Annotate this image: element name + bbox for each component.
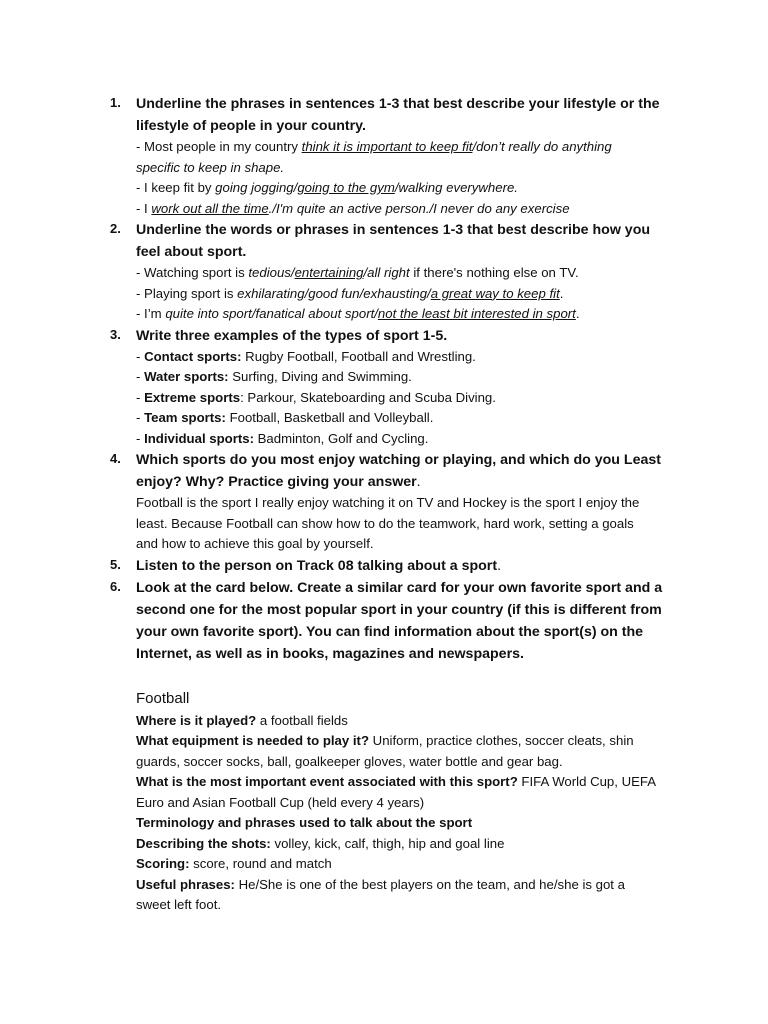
underlined-phrase: a great way to keep fit (430, 285, 560, 301)
text-run: - I keep fit by (136, 180, 216, 195)
sport-type-examples: Rugby Football, Football and Wrestling. (241, 348, 476, 364)
sport-type-label: Extreme sports (144, 389, 241, 405)
question-title (136, 577, 676, 665)
card-field-value: Uniform, practice clothes, soccer cleats, shin (369, 733, 634, 748)
question-3 (110, 325, 676, 450)
text-run: if there's nothing else on TV. (409, 265, 579, 280)
card-field-label: Describing the shots: (136, 835, 271, 851)
italic-phrase: / (293, 180, 298, 195)
question-2 (110, 219, 676, 325)
answer-line: and how to achieve this goal by yourself. (136, 536, 374, 551)
italic-phrase: tedious/ (248, 265, 295, 280)
sport-type-label: Team sports: (144, 410, 226, 425)
text-run: . (575, 306, 580, 321)
question-5 (110, 555, 676, 577)
underlined-phrase: not the least bit interested in sport (377, 306, 576, 321)
question-title-text: enjoy? Why? Practice giving your answer (136, 474, 417, 490)
card-field-label: Where is it played? (136, 712, 257, 728)
text-run: - I (136, 200, 152, 216)
text-run: - Playing sport is (136, 285, 238, 301)
card-line (136, 834, 676, 855)
question-title-line: second one for the most popular sport in your country (if this is different from (136, 601, 662, 618)
card-field-value: sweet left foot. (136, 897, 222, 912)
question-number: 2. (110, 221, 121, 236)
sport-type-line: - Water sports: Surfing, Diving and Swimming. (136, 369, 412, 384)
sport-type-label: Water sports: (144, 369, 229, 384)
italic-phrase: /don’t really do anything (472, 139, 612, 154)
question-number: 1. (110, 95, 121, 110)
question-title (136, 93, 676, 137)
underlined-phrase: think it is important to keep fit (301, 139, 473, 154)
sport-type-line: - Contact sports: Rugby Football, Football and Wrestling. (136, 348, 476, 364)
card-section-heading: Terminology and phrases used to talk about the sport (136, 815, 473, 830)
sentence-line (136, 158, 676, 179)
sport-type-examples: : Parkour, Skateboarding and Scuba Diving. (240, 389, 496, 405)
italic-phrase: ./I'm quite an active person./I never do any exercise (268, 200, 570, 216)
underlined-phrase: going to the gym (297, 180, 395, 195)
question-number: 4. (110, 451, 121, 466)
sport-type-label: Individual sports: (144, 430, 254, 446)
card-field-value: a football fields (256, 712, 348, 728)
question-title-period: . (416, 474, 421, 490)
question-4 (110, 449, 676, 555)
question-title-line: Look at the card below. Create a similar card for your own favorite sport and a (136, 579, 663, 596)
card-field-value: volley, kick, calf, thigh, hip and goal line (270, 835, 505, 851)
sentence-line (136, 304, 676, 325)
card-line (136, 711, 676, 732)
question-title (136, 555, 676, 577)
card-field-value: He/She is one of the best players on the team, and he/she is got a (234, 876, 625, 892)
question-title-line: Underline the phrases in sentences 1-3 that best describe your lifestyle or the (136, 96, 660, 112)
text-run: . (559, 285, 564, 301)
text-run: - Watching sport is (136, 265, 249, 280)
text-run: - Most people in my country (136, 139, 302, 154)
card-field-label: What equipment is needed to play it? (136, 733, 369, 748)
question-title-line: Which sports do you most enjoy watching or playing, and which do you Least (136, 452, 661, 468)
underlined-phrase: entertaining (294, 265, 364, 280)
sentence-line (136, 284, 676, 305)
question-title-text: Listen to the person on Track 08 talking about a sport (136, 557, 498, 574)
italic-phrase: quite into sport/fanatical about sport/ (165, 306, 378, 321)
sentence-line (136, 199, 676, 220)
card-line (136, 854, 676, 875)
answer-line: least. Because Football can show how to do the teamwork, hard work, setting a goals (136, 515, 634, 531)
sport-type-line: - Individual sports: Badminton, Golf and Cycling. (136, 430, 429, 446)
card-field-label: What is the most important event associated with this sport? (136, 774, 518, 789)
question-number: 6. (110, 578, 121, 594)
underlined-phrase: work out all the time (151, 200, 269, 216)
question-title-line: lifestyle of people in your country. (136, 118, 366, 134)
card-field-value: guards, soccer socks, ball, goalkeeper gloves, water bottle and gear bag. (136, 753, 563, 769)
question-title (136, 219, 676, 263)
sport-type-examples: Football, Basketball and Volleyball. (225, 410, 434, 425)
sport-card (136, 687, 676, 916)
sport-type-line: - Team sports: Football, Basketball and Volleyball. (136, 410, 434, 425)
card-line (136, 731, 676, 752)
question-title-period: . (497, 557, 502, 574)
question-title (136, 325, 676, 347)
sentence-line (136, 137, 676, 158)
italic-phrase: going jogging (215, 180, 294, 195)
question-6 (110, 577, 676, 665)
italic-phrase: exhilarating/good fun/exhausting/ (237, 285, 431, 301)
italic-phrase: /all right (363, 265, 410, 280)
italic-phrase: specific to keep in shape. (136, 159, 285, 175)
sport-type-examples: Badminton, Golf and Cycling. (253, 430, 429, 446)
question-title-line: Internet, as well as in books, magazines and newspapers. (136, 645, 524, 662)
card-title: Football (136, 689, 190, 707)
italic-phrase: /walking everywhere. (394, 180, 518, 195)
question-number: 3. (110, 326, 121, 342)
worksheet-content (110, 93, 676, 916)
question-number: 5. (110, 556, 121, 572)
question-title-line (136, 555, 676, 577)
text-run: - I’m (136, 306, 166, 321)
card-field-label: Useful phrases: (136, 876, 235, 892)
question-title-line: your own favorite sport). You can find information about the sport(s) on the (136, 623, 644, 640)
question-title-line: feel about sport. (136, 244, 247, 260)
sport-type-line: - Extreme sports: Parkour, Skateboarding and Scuba Diving. (136, 389, 496, 405)
card-line (136, 772, 676, 793)
question-title (136, 449, 676, 493)
question-title-line: Underline the words or phrases in sentences 1-3 that best describe how you (136, 222, 651, 238)
card-field-label: Scoring: (136, 856, 190, 871)
answer-line: Football is the sport I really enjoy watching it on TV and Hockey is the sport I enjoy the (136, 495, 640, 510)
sentence-line (136, 178, 676, 199)
question-title-line: Write three examples of the types of sport 1-5. (136, 327, 448, 344)
card-field-value: score, round and match (189, 856, 332, 871)
card-line (136, 813, 676, 834)
sport-type-examples: Surfing, Diving and Swimming. (228, 369, 412, 384)
sentence-line (136, 263, 676, 284)
sport-type-label: Contact sports: (144, 348, 242, 364)
card-field-value: FIFA World Cup, UEFA (517, 774, 657, 789)
question-1 (110, 93, 676, 219)
card-line (136, 875, 676, 896)
card-field-value: Euro and Asian Football Cup (held every 4 years) (136, 794, 425, 810)
question-title-line (136, 471, 676, 493)
